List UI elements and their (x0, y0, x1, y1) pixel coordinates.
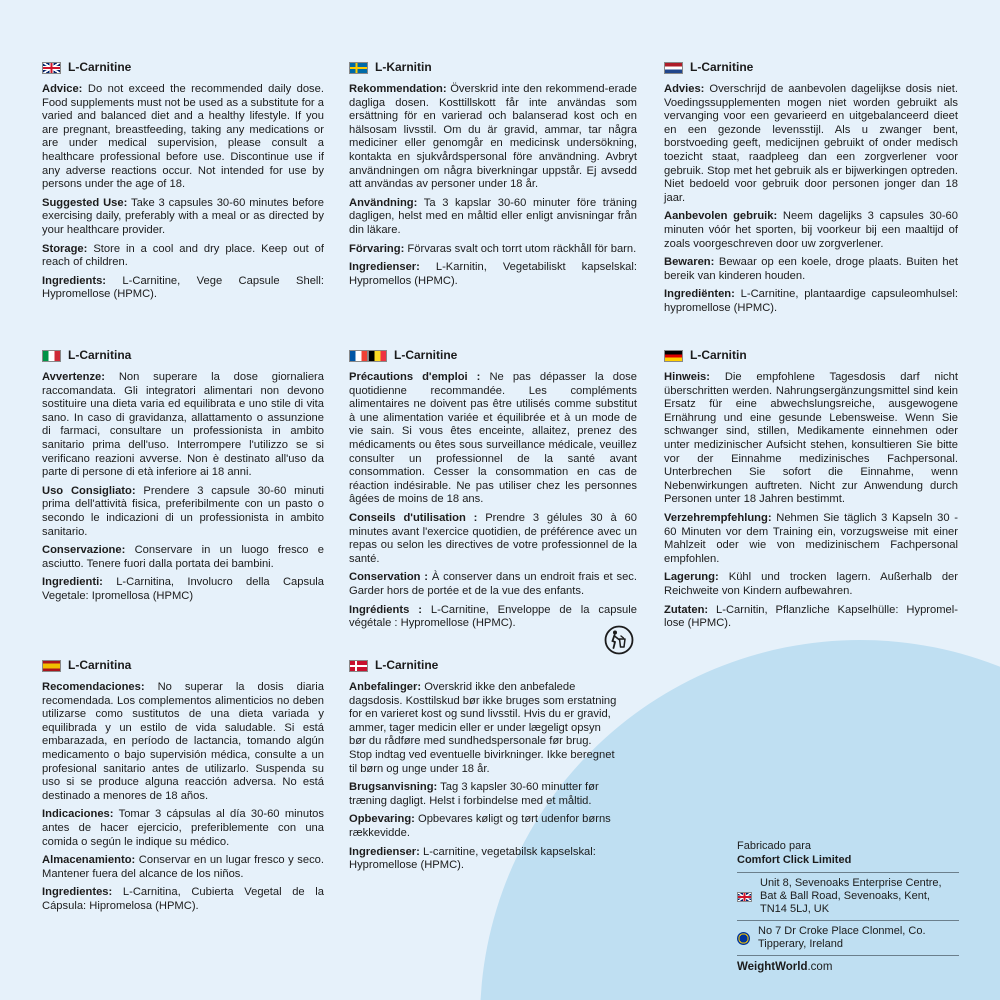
use-text: Neem dagelijks 3 capsules 30-60 minuten vóór het sporten, bij voorkeur bij een maaltijd of zoals voorgeschreven door uw zorgverlener. (664, 210, 959, 250)
use-label: Conseils d'utilisation : (349, 511, 478, 524)
tidyman-recycle-icon (604, 625, 634, 655)
storage-paragraph (42, 243, 324, 270)
ingredients-paragraph (664, 604, 958, 631)
ingredients-paragraph (349, 846, 617, 873)
ingredients-paragraph (349, 261, 637, 288)
storage-label: Almacenamiento: (42, 854, 136, 867)
brand-bold: WeightWorld (737, 961, 808, 973)
storage-paragraph (42, 854, 324, 881)
manufacturer-block (737, 840, 959, 974)
section-title: L-Karnitin (375, 60, 432, 75)
ingredients-label: Ingredients: (42, 274, 107, 287)
storage-label: Conservazione: (42, 544, 126, 557)
advice-text: Die empfohlene Tagesdosis darf nicht überschritten werden. Nahrungsergänzungsmittel sind kein Ersatz für eine abwechslungsreiche, ausgewogene Ernährung und eine gesunde Lebensweise. Wenn Sie schwanger sind, stillen, Medikamente einnehmen oder unter medizinischer Aufsicht stehen, konsultieren Sie bitte vor der Einnahme medizinisches Fachpersonal. Unterbrechen Sie sofort die Einnahme, wenn Nebenwirkungen auftreten. Nicht zur Anwendung durch Personen unter 18 Jahren bestimmt. (664, 371, 958, 506)
advice-paragraph (664, 371, 958, 507)
ie-address-row (737, 920, 959, 955)
use-paragraph (42, 808, 324, 849)
flag-uk-icon (737, 892, 752, 902)
ingredients-label: Ingredienser: (349, 845, 420, 858)
use-label: Aanbevolen gebruik: (664, 210, 778, 223)
use-paragraph (42, 197, 324, 238)
ingredients-text: L-Carnitine, Enveloppe de la capsule végétale : Hypromellose (HPMC). (349, 603, 637, 630)
company-name: Comfort Click Limited (737, 854, 852, 866)
advice-label: Rekommendation: (349, 83, 447, 95)
section-english (42, 61, 324, 307)
section-spanish (42, 659, 324, 919)
advice-label: Advies: (664, 83, 705, 95)
ingredients-text: L-Carnitine, Vege Capsule Shell: Hypromellose (HPMC). (42, 274, 324, 301)
advice-label: Recomendaciones: (42, 681, 145, 693)
flag-fr-icon (349, 350, 368, 362)
ingredients-label: Ingredienser: (349, 261, 420, 274)
flag-dk-icon (349, 660, 368, 672)
ingredients-paragraph (349, 604, 637, 631)
use-paragraph (349, 512, 637, 566)
storage-paragraph (42, 544, 324, 571)
flag-es-icon (42, 660, 61, 672)
section-header (42, 659, 324, 673)
storage-label: Conservation : (349, 571, 429, 584)
brand-suffix: .com (807, 961, 833, 973)
use-label: Indicaciones: (42, 808, 114, 821)
use-text: Nehmen Sie täglich 3 Kapseln 30 - 60 Minuten vor dem Training ein, vorzugsweise mit einer Mahlzeit oder wie von medizinischem Fachpersonal empfohlen. (664, 511, 958, 565)
flag-nl-icon (664, 62, 683, 74)
section-italian (42, 349, 324, 609)
use-paragraph (349, 197, 637, 238)
section-header (664, 349, 958, 363)
flag-eu-icon (737, 932, 750, 945)
ingredients-label: Zutaten: (664, 603, 709, 616)
brand-name (737, 955, 959, 974)
ingredients-paragraph (42, 886, 324, 913)
ingredients-label: Ingrédients : (349, 603, 422, 616)
storage-text: Conservare in un luogo fresco e asciutto. Tenere fuori dalla portata dei bambini. (42, 544, 324, 570)
ingredients-text: L-carnitine, vegetabilsk kapselskal: Hypromellose (HPMC). (349, 845, 596, 872)
storage-paragraph (664, 256, 958, 283)
flag-uk-icon (42, 62, 61, 74)
ingredients-text: L-Carnitina, Cubierta Vegetal de la Cápsula: Hipromelosa (HPMC). (42, 886, 324, 912)
section-title: L-Carnitin (690, 348, 747, 363)
advice-paragraph (349, 83, 637, 192)
advice-paragraph (42, 371, 324, 480)
uk-address: Unit 8, Sevenoaks Enterprise Centre, Bat & Ball Road, Sevenoaks, Kent, TN14 5LJ, UK (760, 877, 942, 915)
use-label: Brugsanvisning: (349, 781, 438, 794)
advice-text: Non superare la dose giornaliera raccomandata. Gli integratori alimentari non devono sostituire una dieta varia ed equilibrata e uno stile di vita sano. In caso di gravidanza, allattamento o assunzione di farmaci, consultare un professionista in ambito sanitario prima dell'uso. Interrompere l'utilizzo se si verificano reazioni avverse. Non è destinato all'uso da parte di persone di età inferiore ai 18 anni. (42, 371, 324, 479)
section-header (349, 349, 637, 363)
use-label: Verzehrempfehlung: (664, 511, 772, 524)
use-paragraph (42, 485, 324, 539)
advice-paragraph (42, 83, 324, 192)
use-paragraph (664, 512, 958, 566)
advice-paragraph (42, 681, 324, 803)
section-dutch (664, 61, 958, 321)
use-paragraph (349, 781, 617, 808)
storage-label: Opbevaring: (349, 813, 415, 826)
storage-text: Opbevares køligt og tørt udenfor børns rækkevidde. (349, 813, 611, 839)
flag-de-icon (664, 350, 683, 362)
ingredients-label: Ingrediënten: (664, 288, 735, 301)
section-danish (349, 659, 617, 878)
ingredients-paragraph (664, 288, 958, 315)
section-title: L-Carnitina (68, 658, 132, 673)
storage-label: Lagerung: (664, 571, 719, 584)
storage-text: Förvaras svalt och torrt utom räckhåll för barn. (404, 242, 637, 255)
advice-text: Overskrid ikke den anbefalede dagsdosis. Kosttilskud bør ikke bruges som erstatning for en varieret kost og sund livsstil. Hvis du er gravid, ammer, tager medicin eller er under lægeligt opsyn bør du rådføre med sundhedspersonale før brug. Stop indtag ved eventuelle bivirkninger. Ikke beregnet til børn og unge under 18 år. (349, 681, 617, 775)
storage-paragraph (664, 571, 958, 598)
ingredients-paragraph (42, 576, 324, 603)
ie-address: No 7 Dr Croke Place Clonmel, Co. Tipperary, Ireland (758, 925, 926, 950)
ingredients-label: Ingredientes: (42, 886, 113, 899)
advice-text: Ne pas dépasser la dose quotidienne recommandée. Les compléments alimentaires ne doivent pas être utilisés comme substitut à une alimentation variée et équilibrée et à un mode de vie sain. Si vous êtes enceinte, allaitez, prenez des médicaments ou êtes sous surveillance médicale, veuillez consulter un professionnel de la santé avant consommation. Cesser la consommation en cas de réaction indésirable. Ne pas utiliser chez les personnes âgées de moins de 18 ans. (349, 371, 638, 506)
section-header (42, 349, 324, 363)
use-text: Prendere 3 capsule 30-60 minuti prima dell'attività fisica, preferibilmente con un pasto o secondo le indicazioni di un professionista in ambito sanitario. (42, 484, 324, 538)
storage-text: Conservar en un lugar fresco y seco. Mantener fuera del alcance de los niños. (42, 854, 324, 880)
use-text: Take 3 capsules 30-60 minutes before exercising daily, preferably with a meal or as directed by your healthcare provider. (42, 196, 325, 236)
ingredients-paragraph (42, 275, 324, 302)
section-title: L-Carnitina (68, 348, 132, 363)
section-header (42, 61, 324, 75)
section-french (349, 349, 637, 636)
storage-label: Storage: (42, 242, 88, 255)
section-title: L-Carnitine (394, 348, 458, 363)
use-label: Suggested Use: (42, 196, 128, 209)
section-title: L-Carnitine (375, 658, 439, 673)
advice-paragraph (664, 83, 958, 205)
advice-label: Précautions d'emploi : (349, 371, 481, 383)
flag-it-icon (42, 350, 61, 362)
section-header (349, 659, 617, 673)
advice-text: Overschrijd de aanbevolen dagelijkse dosis niet. Voedingssupplementen mogen niet worden gebruikt als vervanging voor een gevarieerd en uitgebalanceerd dieet en een gezonde levensstijl. Als u zwanger bent, borstvoeding geeft, medicijnen gebruikt of onder medisch toezicht staat, raadpleeg dan een zorgverlener voor gebruik. Stop met het gebruik als er bijwerkingen optreden. Niet bedoeld voor gebruik door personen jonger dan 18 jaar. (664, 83, 958, 204)
use-label: Uso Consigliato: (42, 484, 136, 497)
ingredients-text: L-Carnitin, Pflanzliche Kapselhülle: Hypromel-lose (HPMC). (664, 603, 958, 630)
storage-paragraph (349, 571, 637, 598)
advice-label: Advice: (42, 83, 83, 95)
section-swedish (349, 61, 637, 293)
use-label: Användning: (349, 196, 418, 209)
use-paragraph (664, 210, 958, 251)
storage-text: À conserver dans un endroit frais et sec. Garder hors de portée et de la vue des enfants. (349, 571, 637, 597)
advice-label: Anbefalinger: (349, 681, 422, 693)
section-title: L-Carnitine (68, 60, 132, 75)
use-text: Prendre 3 gélules 30 à 60 minutes avant l'exercice quotidien, de préférence avec un repas ou selon les directives de votre professionnel de la santé. (349, 511, 637, 565)
advice-paragraph (349, 371, 637, 507)
section-title: L-Carnitine (690, 60, 754, 75)
storage-label: Förvaring: (349, 242, 405, 255)
flag-be-icon (368, 350, 387, 362)
ingredients-text: L-Carnitina, Involucro della Capsula Vegetale: Ipromellosa (HPMC) (42, 576, 324, 602)
advice-text: Överskrid inte den rekommend-erade dagliga dosen. Kosttillskott får inte användas som ersättning för en varierad och balanserad kost och en hälsosam livsstil. Om du är gravid, ammar, tar några mediciner eller genomgår en medicinsk undersökning, kontakta en sjukvårdspersonal före användning. Avbryt användningen om några biverkningar uppstår. Ej avsedd att användas av personer under 18 år. (349, 83, 637, 191)
advice-text: Do not exceed the recommended daily dose. Food supplements must not be used as a substitute for a varied and balanced diet and a healthy lifestyle. If you are pregnant, breastfeeding, taking any medications or are under medical supervision, please consult a healthcare professional before use. Discontinue use if any adverse reactions occur. Not intended for use by persons under the age of 18. (42, 83, 324, 191)
advice-label: Avvertenze: (42, 371, 106, 383)
ingredients-text: L-Carnitine, plantaardige capsuleomhulsel: hypromellose (HPMC). (664, 288, 958, 314)
use-text: Ta 3 kapslar 30-60 minuter före träning dagligen, helst med en måltid eller enligt anvisningar från din läkare. (349, 196, 637, 236)
storage-text: Store in a cool and dry place. Keep out of reach of children. (42, 242, 324, 269)
storage-text: Kühl und trocken lagern. Außerhalb der Reichweite von Kindern aufbewahren. (664, 571, 958, 597)
use-text: Tomar 3 cápsulas al día 30-60 minutos antes de hacer ejercicio, preferiblemente con una comida o según le indique su médico. (42, 808, 324, 848)
flag-se-icon (349, 62, 368, 74)
use-text: Tag 3 kapsler 30-60 minutter før træning dagligt. Helst i forbindelse med et måltid. (349, 781, 599, 807)
advice-text: No superar la dosis diaria recomendada. Los complementos alimenticios no deben utilizarse como sustitutos de una dieta variada y equilibrada y un estilo de vida saludable. Si está embarazada, en período de lactancia, tomando algún medicamento o bajo supervisión médica, consulte a un profesional sanitario antes de utilizarlo. Suspenda su uso si se produce alguna reacción adversa. No está destinado a menores de 18 años. (42, 681, 324, 802)
section-header (664, 61, 958, 75)
advice-label: Hinweis: (664, 371, 711, 383)
storage-text: Bewaar op een koele, droge plaats. Buiten het bereik van kinderen houden. (664, 256, 958, 282)
made-for-label: Fabricado para (737, 840, 811, 852)
ingredients-text: L-Karnitin, Vegetabiliskt kapselskal: Hypromellos (HPMC). (349, 261, 637, 287)
uk-address-row (737, 872, 959, 920)
ingredients-label: Ingredienti: (42, 576, 103, 589)
storage-paragraph (349, 813, 617, 840)
section-header (349, 61, 637, 75)
storage-label: Bewaren: (664, 256, 715, 269)
storage-paragraph (349, 243, 637, 257)
advice-paragraph (349, 681, 617, 776)
section-german (664, 349, 958, 636)
